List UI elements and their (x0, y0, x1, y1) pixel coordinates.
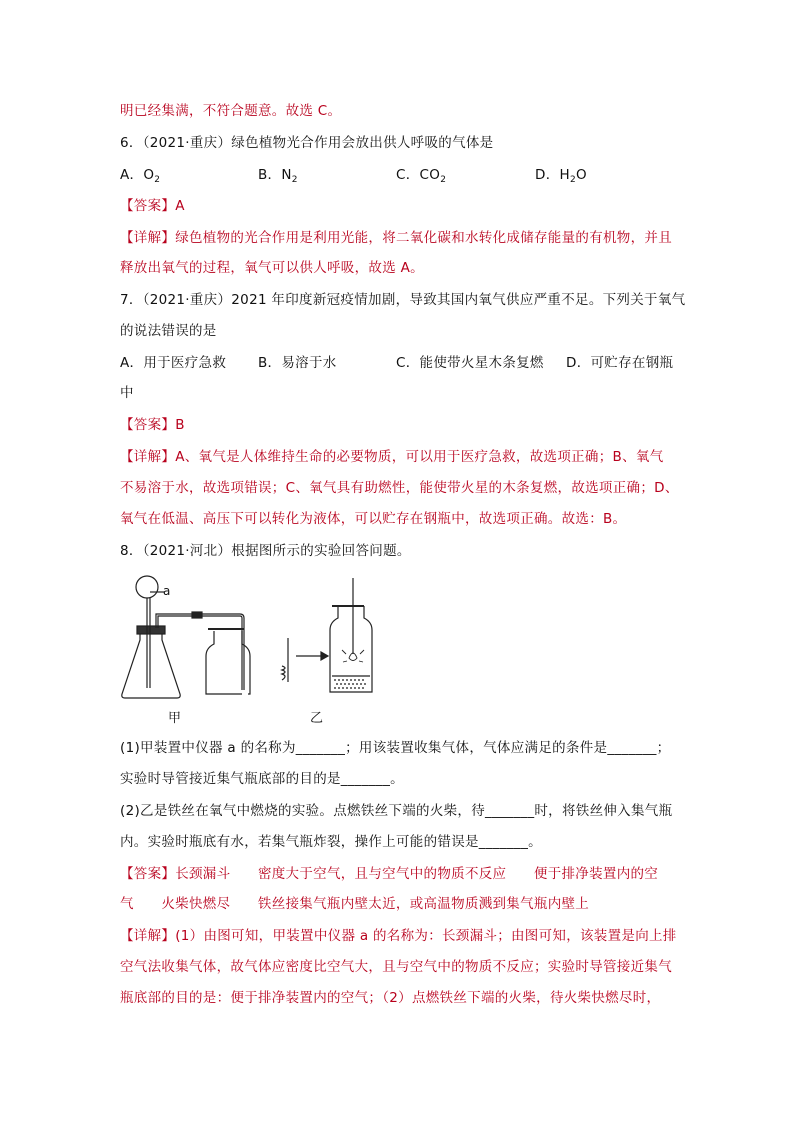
q6-option-a: A．$O_2$ (120, 167, 161, 185)
q8-sub2-line-2: 内。实验时瓶底有水，若集气瓶炸裂，操作上可能的错误是_______。 (120, 834, 542, 850)
q8-answer-line-1: 【答案】长颈漏斗 密度大于空气，且与空气中的物质不反应 便于排净装置内的空 (120, 866, 659, 882)
q7-option-a: A．用于医疗急救 (120, 355, 227, 371)
q7-option-d-continued: 中 (120, 385, 134, 401)
q6-detail-line-2: 释放出氧气的过程，氧气可以供人呼吸，故选 A。 (120, 260, 424, 276)
combustion-bottle-icon (330, 578, 372, 692)
q7-stem-line-2: 的说法错误的是 (120, 323, 217, 339)
apparatus-label-jia: 甲 (168, 711, 182, 726)
q8-sub1-line-2: 实验时导管接近集气瓶底部的目的是_______。 (120, 771, 404, 787)
q8-sub2-line-1: (2)乙是铁丝在氧气中燃烧的实验。点燃铁丝下端的火柴，待_______时，将铁丝伸入集气瓶 (120, 803, 673, 819)
q7-option-d: D．可贮存在钢瓶 (566, 355, 674, 371)
funnel-label-a: a (163, 584, 171, 598)
q8-detail-line-2: 空气法收集气体，故气体应密度比空气大，且与空气中的物质不反应；实验时导管接近集气 (120, 959, 672, 975)
q7-option-b: B．易溶于水 (258, 355, 337, 371)
q6-detail-line-1: 【详解】绿色植物的光合作用是利用光能，将二氧化碳和水转化成储存能量的有机物，并且 (120, 230, 672, 246)
arrow-icon (296, 652, 328, 660)
q7-options (120, 354, 680, 374)
q6-answer: 【答案】A (120, 198, 185, 214)
previous-answer-tail: 明已经集满，不符合题意。故选 C。 (120, 103, 342, 119)
q7-detail-line-2: 不易溶于水，故选项错误；C、氧气具有助燃性，能使带火星的木条复燃，故选项正确；D、 (120, 480, 679, 496)
q6-option-b: B．$N_2$ (258, 167, 298, 185)
q8-stem: 8．（2021·河北）根据图所示的实验回答问题。 (120, 543, 411, 559)
conical-flask-icon (122, 626, 180, 698)
q7-answer: 【答案】B (120, 417, 185, 433)
q8-detail-line-3: 瓶底部的目的是：便于排净装置内的空气；（2）点燃铁丝下端的火柴，待火柴快燃尽时， (120, 990, 661, 1006)
q6-stem: 6．（2021·重庆）绿色植物光合作用会放出供人呼吸的气体是 (120, 135, 494, 151)
q6-options (120, 166, 640, 186)
q6-option-c: C．$CO_2$ (396, 167, 447, 185)
delivery-tube-icon (156, 612, 244, 690)
apparatus-label-yi: 乙 (310, 711, 324, 726)
q7-stem-line-1: 7．（2021·重庆）2021 年印度新冠疫情加剧，导致其国内氧气供应严重不足。下列关于氧气 (120, 292, 686, 308)
q7-detail-line-3: 氧气在低温、高压下可以转化为液体，可以贮存在钢瓶中，故选项正确。故选：B。 (120, 511, 627, 527)
q8-sub1-line-1: (1)甲装置中仪器 a 的名称为_______；用该装置收集气体，气体应满足的条件是_______； (120, 740, 671, 756)
q8-experiment-figure (110, 570, 400, 730)
q7-option-c: C．能使带火星木条复燃 (396, 355, 544, 371)
q7-detail-line-1: 【详解】A、氧气是人体维持生命的必要物质，可以用于医疗急救，故选项正确；B、氧气 (120, 449, 664, 465)
q8-answer-line-2: 气 火柴快燃尽 铁丝接集气瓶内壁太近，或高温物质溅到集气瓶内壁上 (120, 896, 590, 912)
q8-detail-line-1: 【详解】(1）由图可知，甲装置中仪器 a 的名称为：长颈漏斗；由图可知，该装置是向上排 (120, 928, 677, 944)
q6-option-d: D．$H_2O$ (535, 167, 587, 185)
iron-wire-icon (282, 638, 288, 682)
